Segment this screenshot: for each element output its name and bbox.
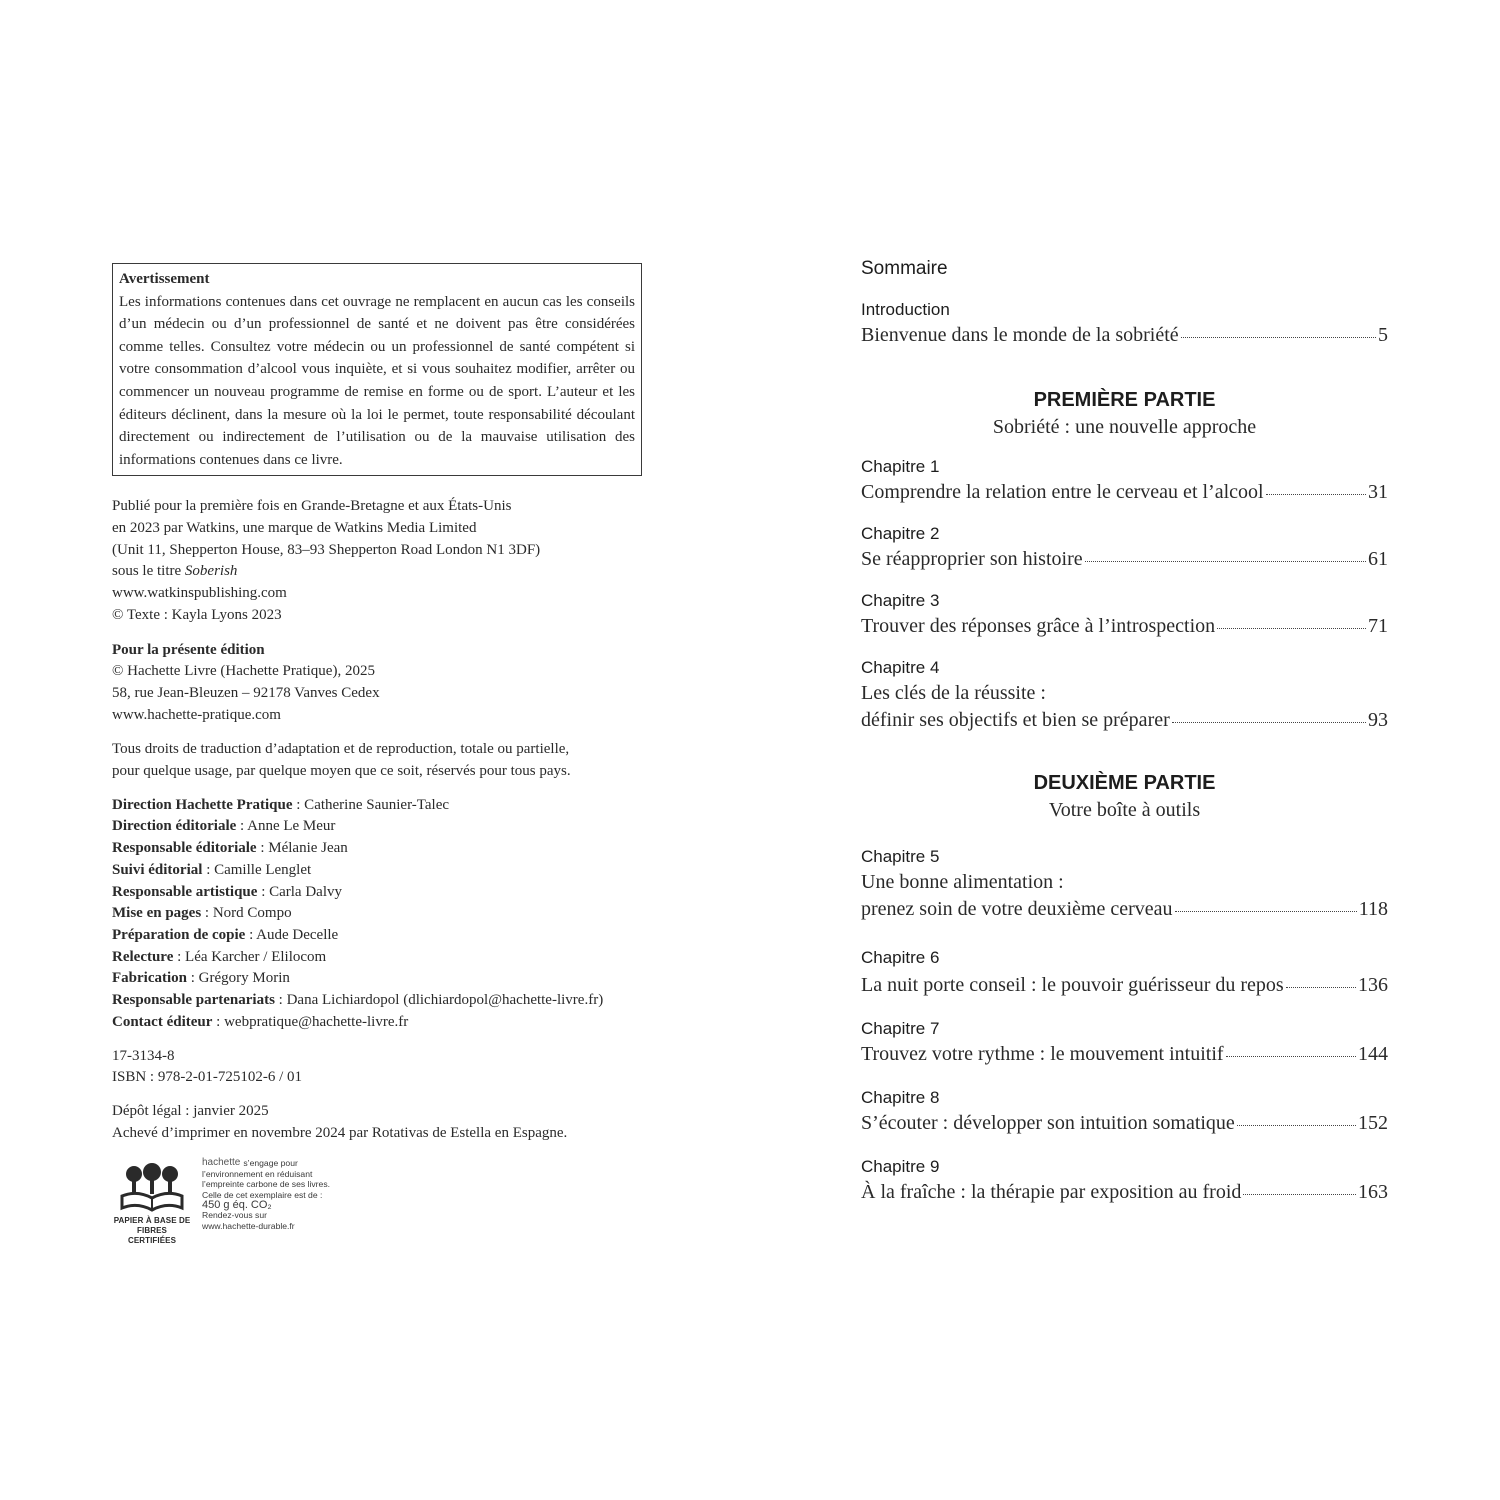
leader-dots (1243, 1194, 1356, 1195)
part-subtitle: Votre boîte à outils (1048, 799, 1201, 821)
hachette-durable-notice (202, 1158, 330, 1231)
forest-book-icon (119, 1162, 185, 1214)
credit-role: Mise en pages (112, 905, 202, 922)
credit-line (112, 860, 642, 882)
leader-dots (1286, 987, 1356, 988)
credit-role: Direction éditoriale (112, 818, 237, 835)
leader-dots (1226, 1056, 1356, 1057)
toc-chapter (861, 455, 1388, 506)
toc-chapter (861, 946, 1388, 999)
part-subtitle: Sobriété : une nouvelle approche (992, 416, 1257, 438)
credit-name: : Aude Decelle (245, 927, 339, 943)
toc-entry[interactable] (861, 546, 1388, 573)
text-copyright: © Texte : Kayla Lyons 2023 (112, 606, 282, 623)
entry-page: 31 (1368, 481, 1388, 503)
entry-title: Se réapproprier son histoire (861, 548, 1083, 570)
leader-dots (1175, 911, 1357, 912)
certified-paper-logo (112, 1158, 192, 1246)
credit-line (112, 882, 642, 904)
edition-info (112, 640, 642, 727)
toc-title: Sommaire (861, 258, 948, 279)
credit-name: : Camille Lenglet (202, 861, 312, 878)
notice-line: s’engage pour (243, 1158, 298, 1169)
chapter-label: Chapitre 8 (861, 1088, 940, 1107)
entry-title: Trouver des réponses grâce à l’introspection (861, 615, 1216, 637)
toc-chapter (861, 1155, 1388, 1206)
part-one-chapters (861, 455, 1388, 734)
entry-title: Trouvez votre rythme : le mouvement intuitif (861, 1043, 1224, 1065)
toc-entry[interactable] (861, 707, 1388, 734)
publication-line: (Unit 11, Shepperton House, 83–93 Shepperton Road London N1 3DF) (112, 541, 541, 558)
edition-line: © Hachette Livre (Hachette Pratique), 2025 (112, 663, 375, 680)
entry-title: La nuit porte conseil : le pouvoir guérisseur du repos (861, 974, 1284, 996)
credit-name: : Nord Compo (201, 905, 292, 922)
credit-name: : Dana Lichiardopol (dlichiardopol@hachette-livre.fr) (274, 992, 604, 1009)
chapter-label: Chapitre 3 (861, 591, 940, 610)
original-title: Soberish (184, 563, 238, 580)
carbon-value: 450 g éq. CO₂ (202, 1198, 272, 1211)
credit-line (112, 990, 642, 1012)
entry-title: À la fraîche : la thérapie par exposition au froid (861, 1181, 1242, 1203)
edition-line: 58, rue Jean-Bleuzen – 92178 Vanves Cedex (112, 684, 380, 701)
credit-name: : Grégory Morin (187, 970, 290, 987)
credit-name: : Catherine Saunier-Talec (292, 796, 450, 813)
credit-line (112, 838, 642, 860)
environment-logos (112, 1158, 642, 1246)
entry-page: 144 (1358, 1043, 1388, 1065)
credit-line (112, 795, 642, 817)
part-title: DEUXIÈME PARTIE (1033, 772, 1216, 794)
intro-label: Introduction (861, 300, 950, 319)
toc-entry[interactable] (861, 613, 1388, 640)
notice-line: l’environnement en réduisant (202, 1168, 313, 1179)
notice-line: l’empreinte carbone de ses livres. (202, 1179, 331, 1190)
paper-caption (112, 1216, 192, 1246)
entry-title: Bienvenue dans le monde de la sobriété (861, 324, 1179, 346)
credit-name: : Anne Le Meur (236, 818, 336, 835)
credit-line (112, 947, 642, 969)
leader-dots (1217, 628, 1366, 629)
entry-page: 136 (1358, 974, 1388, 996)
hachette-logo: hachette (202, 1157, 241, 1169)
chapter-label: Chapitre 2 (861, 524, 940, 543)
toc-entry[interactable] (861, 972, 1388, 999)
notice-line: Celle de cet exemplaire est de : (202, 1189, 323, 1200)
credit-role: Responsable éditoriale (112, 840, 257, 857)
toc-entry[interactable] (861, 1179, 1388, 1206)
credit-line (112, 903, 642, 925)
part-one-heading (861, 387, 1388, 441)
rights-line: Tous droits de traduction d’adaptation et de reproduction, totale ou partielle, (112, 741, 570, 758)
credit-role: Contact éditeur (112, 1013, 213, 1030)
credit-role: Relecture (112, 948, 174, 965)
toc-chapter (861, 845, 1388, 923)
part-two-heading (861, 770, 1388, 824)
publication-line: en 2023 par Watkins, une marque de Watkins Media Limited (112, 520, 477, 537)
entry-page: 163 (1358, 1181, 1388, 1203)
edition-heading: Pour la présente édition (112, 641, 265, 658)
entry-page: 118 (1358, 898, 1388, 920)
credit-role: Préparation de copie (112, 927, 246, 943)
legal-deposit (112, 1101, 642, 1144)
entry-title: définir ses objectifs et bien se préparer (861, 709, 1170, 731)
toc-chapter (861, 589, 1388, 640)
printing-line: Achevé d’imprimer en novembre 2024 par Rotativas de Estella en Espagne. (112, 1124, 568, 1141)
toc-entry[interactable] (861, 896, 1388, 923)
entry-page: 93 (1368, 709, 1388, 731)
warning-box (112, 263, 642, 476)
chapter-title-line: Les clés de la réussite : (861, 682, 1046, 704)
toc-chapter (861, 656, 1388, 734)
paper-caption-line: PAPIER À BASE DE (113, 1216, 191, 1226)
chapter-label: Chapitre 4 (861, 658, 940, 677)
notice-line: Rendez-vous sur (202, 1210, 267, 1221)
publication-line (112, 561, 642, 583)
toc-entry[interactable] (861, 1041, 1388, 1068)
legal-line: Dépôt légal : janvier 2025 (112, 1102, 269, 1119)
toc-intro (861, 298, 1388, 349)
entry-page: 61 (1368, 548, 1388, 570)
leader-dots (1181, 337, 1376, 338)
credit-role: Fabrication (112, 970, 187, 987)
credit-name: : Mélanie Jean (256, 840, 348, 857)
leader-dots (1237, 1125, 1356, 1126)
product-code: 17-3134-8 (112, 1047, 175, 1064)
credit-name: : Carla Dalvy (257, 883, 342, 900)
part-title: PREMIÈRE PARTIE (1033, 389, 1216, 411)
toc-chapter (861, 1017, 1388, 1068)
warning-title: Avertissement (119, 271, 210, 287)
table-of-contents (861, 258, 1388, 1206)
credit-name: : Léa Karcher / Elilocom (173, 948, 327, 965)
credit-line (112, 968, 642, 990)
copyright-page (112, 263, 642, 1246)
original-title-prefix: sous le titre (112, 563, 185, 580)
entry-title: S’écouter : développer son intuition somatique (861, 1112, 1235, 1134)
publication-info (112, 496, 642, 626)
isbn: ISBN : 978-2-01-725102-6 / 01 (112, 1069, 302, 1086)
credit-line (112, 1012, 642, 1034)
leader-dots (1172, 722, 1366, 723)
paper-caption-line: FIBRES CERTIFIÉES (127, 1226, 177, 1246)
toc-chapter (861, 1086, 1388, 1137)
publication-line: Publié pour la première fois en Grande-Bretagne et aux États-Unis (112, 498, 512, 515)
entry-page: 152 (1358, 1112, 1388, 1134)
toc-entry[interactable] (861, 322, 1388, 349)
toc-entry[interactable] (861, 479, 1388, 506)
leader-dots (1266, 494, 1366, 495)
credit-role: Suivi éditorial (112, 861, 203, 878)
entry-page: 5 (1378, 324, 1388, 346)
leader-dots (1085, 561, 1366, 562)
credit-role: Responsable partenariats (112, 992, 275, 1009)
part-two-chapters (861, 845, 1388, 1206)
chapter-label: Chapitre 5 (861, 847, 940, 866)
credit-line (112, 925, 642, 947)
credit-role: Responsable artistique (112, 883, 258, 900)
chapter-label: Chapitre 9 (861, 1157, 940, 1176)
entry-page: 71 (1368, 615, 1388, 637)
rights-line: pour quelque usage, par quelque moyen que ce soit, réservés pour tous pays. (112, 763, 571, 780)
durable-website: www.hachette-durable.fr (202, 1220, 295, 1231)
publisher-website: www.watkinspublishing.com (112, 585, 287, 602)
chapter-label: Chapitre 7 (861, 1019, 940, 1038)
credit-line (112, 816, 642, 838)
chapter-label: Chapitre 1 (861, 457, 940, 476)
chapter-label: Chapitre 6 (861, 948, 940, 967)
credits-list (112, 795, 642, 1034)
codes (112, 1046, 642, 1089)
edition-website: www.hachette-pratique.com (112, 706, 281, 723)
warning-text: Les informations contenues dans cet ouvrage ne remplacent en aucun cas les conseils d’un médecin ou d’un professionnel de santé et ne doivent pas être considérées comme telles. Consultez votre médecin ou un professionnel de santé compétent si votre consommation d’alcool vous inquiète, et si vous souhaitez modifier, arrêter ou commencer un nouveau programme de remise en forme ou de sport. L’auteur et les éditeurs déclinent, dans la mesure où la loi le permet, toute responsabilité découlant directement ou indirectement de l’utilisation ou de la mauvaise utilisation des informations contenues dans ce livre. (119, 293, 635, 468)
toc-chapter (861, 522, 1388, 573)
entry-title: prenez soin de votre deuxième cerveau (861, 898, 1173, 920)
entry-title: Comprendre la relation entre le cerveau et l’alcool (861, 481, 1264, 503)
credit-role: Direction Hachette Pratique (112, 796, 293, 813)
credit-name: : webpratique@hachette-livre.fr (212, 1013, 409, 1030)
chapter-title-line: Une bonne alimentation : (861, 871, 1064, 893)
rights-notice (112, 739, 642, 782)
toc-entry[interactable] (861, 1110, 1388, 1137)
